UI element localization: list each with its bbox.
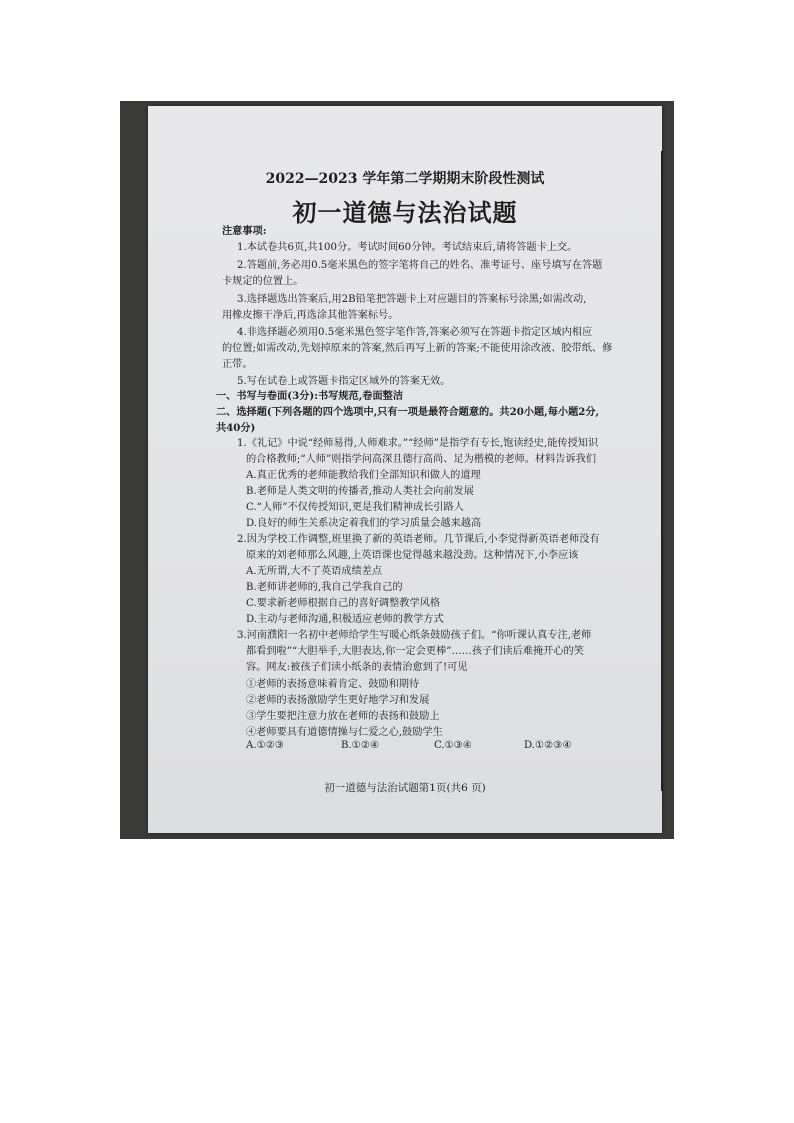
question-stem: 3.河南濮阳一名初中老师给学生写暖心纸条鼓励孩子们。“你听课认真专注,老师 [237,630,592,641]
question-statement: ②老师的表扬激励学生更好地学习和发展 [246,695,430,706]
question-option: A.无所谓,大不了英语成绩差点 [246,566,383,577]
section-heading: 共40分) [216,422,256,434]
page-footer: 初一道德与法治试题第1页(共6 页) [324,782,486,794]
margin-rule [661,151,663,791]
question-stem: 都看到啦”“大胆举手,大胆表达,你一定会更棒”……孩子们读后难掩开心的笑 [246,646,584,657]
notice-line: 卡规定的位置上。 [222,276,304,287]
notice-line: 正带。 [222,359,253,370]
question-stem: 1.《礼记》中说“经师易得,人师难求。”“经师”是指学有专长,饱读经史,能传授知识 [237,438,599,449]
answer-option-d: D.①②③④ [524,740,572,751]
notice-line: 3.选择题选出答案后,用2B铅笔把答题卡上对应题目的答案标号涂黑;如需改动, [237,294,587,305]
question-stem: 原来的刘老师那么风趣,上英语课也觉得越来越没劲。这种情况下,小李应该 [246,550,579,561]
question-option: B.老师是人类文明的传播者,推动人类社会向前发展 [246,486,474,497]
photo-frame [120,101,674,839]
notice-line: 的位置;如需改动,先划掉原来的答案,然后再写上新的答案;不能使用涂改液、胶带纸、修 [222,343,613,354]
section-heading: 二、选择题(下列各题的四个选项中,只有一项是最符合题意的。共20小题,每小题2分, [216,406,600,418]
notice-line: 4.非选择题必须用0.5毫米黑色签字笔作答,答案必须写在答题卡指定区域内相应 [237,327,593,338]
question-option: D.良好的师生关系决定着我们的学习质量会越来越高 [246,518,482,529]
question-option: C.“人师”不仅传授知识,更是我们精神成长引路人 [246,502,464,513]
question-stem: 2.因为学校工作调整,班里换了新的英语老师。几节课后,小李觉得新英语老师没有 [237,534,600,545]
notice-line: 5.写在试卷上或答题卡指定区域外的答案无效。 [237,376,451,387]
exam-paper [148,106,662,833]
question-option: A.真正优秀的老师能教给我们全部知识和做人的道理 [246,470,481,481]
question-option: B.老师讲老师的,我自己学我自己的 [246,582,403,593]
answer-option-c: C.①③④ [434,740,473,751]
answer-option-b: B.①②④ [341,740,380,751]
notice-line: 2.答题前,务必用0.5毫米黑色的签字笔将自己的姓名、准考证号、座号填写在答题 [237,260,603,271]
question-stem: 的合格教师;“人师”则指学问高深且德行高尚、足为楷模的老师。材料告诉我们 [246,454,597,465]
notice-line: 1.本试卷共6页,共100分。考试时间60分钟。考试结束后,请将答题卡上交。 [237,242,578,253]
section-heading: 一、书写与卷面(3分):书写规范,卷面整洁 [216,390,404,402]
question-statement: ④老师要具有道德情操与仁爱之心,鼓励学生 [246,727,443,738]
question-stem: 容。网友:被孩子们读小纸条的表情治愈到了!可见 [246,662,468,673]
exam-title: 初一道德与法治试题 [292,198,518,227]
question-statement: ①老师的表扬意味着肯定、鼓励和期待 [246,679,420,690]
exam-heading: 2022—2023 学年第二学期期末阶段性测试 [265,171,545,187]
answer-option-a: A.①②③ [246,740,284,751]
question-option: C.要求新老师根据自己的喜好调整教学风格 [246,598,441,609]
notice-line: 用橡皮擦干净后,再选涂其他答案标号。 [222,310,399,321]
notice-label: 注意事项: [222,225,267,237]
question-option: D.主动与老师沟通,积极适应老师的教学方式 [246,614,444,625]
question-statement: ③学生要把注意力放在老师的表扬和鼓励上 [246,711,440,722]
